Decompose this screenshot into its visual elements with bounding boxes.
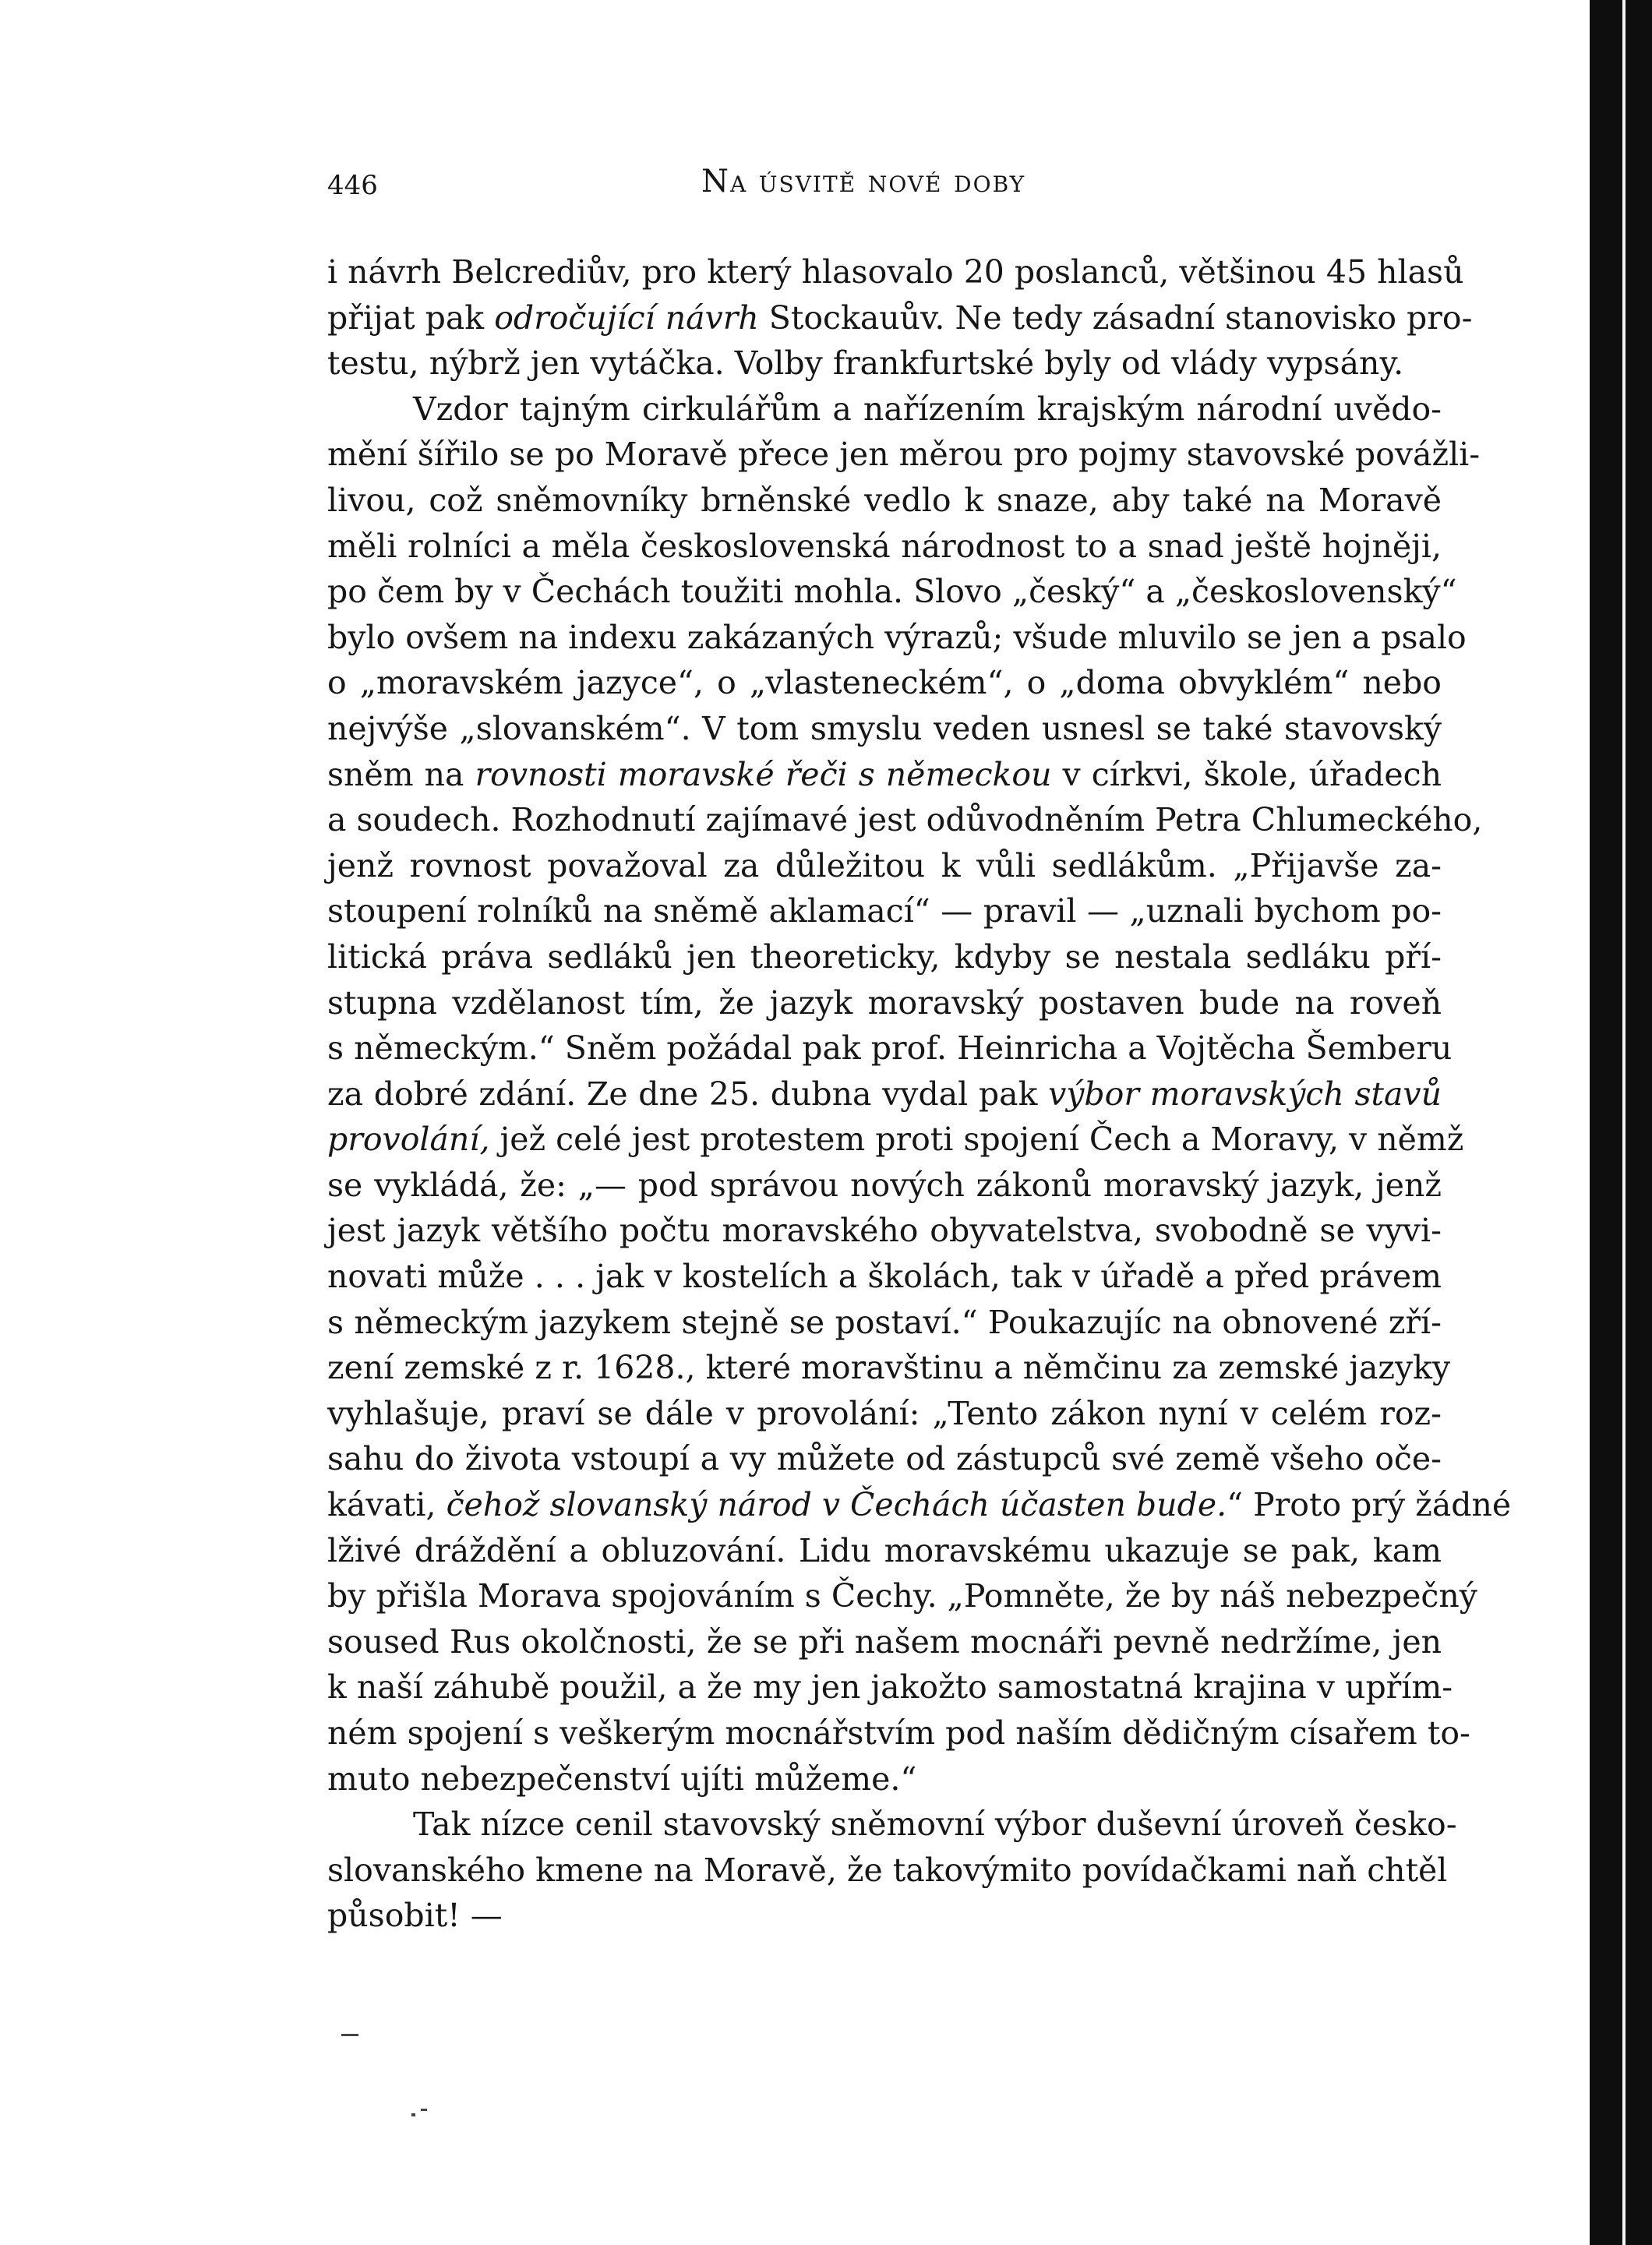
text-run: vyhlašuje, praví se dále v provolání: „Tento zákon nyní v celém roz-	[327, 1394, 1442, 1432]
text-run: stupna vzdělanost tím, že jazyk moravský postaven bude na roveň	[327, 983, 1442, 1022]
text-run: a soudech. Rozhodnutí zajímavé jest odůvodněním Petra Chlumeckého,	[327, 801, 1483, 839]
text-run: nejvýše „slovanském“. V tom smyslu veden usnesl se také stavovský	[327, 709, 1442, 747]
text-run: i návrh Belcrediův, pro který hlasovalo 20 poslanců, většinou 45 hlasů	[327, 253, 1464, 291]
text-line	[327, 797, 1483, 843]
text-run: se vykládá, že: „— pod správou nových zákonů moravský jazyk, jenž	[327, 1166, 1442, 1204]
text-run: s německým jazykem stejně se postaví.“ Poukazujíc na obnovené zří-	[327, 1303, 1442, 1341]
text-line	[327, 1756, 1442, 1802]
text-line	[327, 1573, 1477, 1619]
text-line	[327, 1802, 1457, 1848]
text-run: o „moravském jazyce“, o „vlasteneckém“, o „doma obvyklém“ nebo	[327, 664, 1442, 702]
text-line	[327, 752, 1442, 798]
text-run: “ Proto prý žádné	[1227, 1486, 1512, 1524]
text-line	[327, 341, 1442, 387]
text-run: jenž rovnost považoval za důležitou k vůli sedlákům. „Přijavše za-	[327, 846, 1442, 884]
scan-edge-line	[1622, 0, 1626, 2245]
text-run: Vzdor tajným cirkulářům a nařízením krajským národní uvědo-	[413, 390, 1442, 428]
text-run: sahu do života vstoupí a vy můžete od zástupců své země všeho oče-	[327, 1440, 1442, 1478]
text-line	[327, 1163, 1442, 1209]
text-line	[327, 1071, 1442, 1117]
text-run: měli rolníci a měla československá národnost to a snad ještě hojněji,	[327, 527, 1442, 565]
text-line	[327, 1025, 1453, 1071]
text-line	[327, 1893, 1442, 1939]
text-run: působit! —	[327, 1897, 503, 1935]
text-run: Tak nízce cenil stavovský sněmovní výbor duševní úroveň česko-	[413, 1806, 1457, 1844]
italic-run: provolání,	[327, 1121, 490, 1159]
text-line	[327, 1117, 1464, 1163]
text-line	[327, 660, 1442, 706]
text-line	[327, 888, 1442, 934]
text-run: livou, což sněmovníky brněnské vedlo k snaze, aby také na Moravě	[327, 481, 1442, 519]
body-text	[327, 249, 1512, 1939]
text-line	[327, 1436, 1442, 1482]
text-line	[327, 1345, 1451, 1391]
text-run: přijat pak	[327, 298, 495, 337]
scan-speck	[421, 2109, 427, 2111]
text-line	[327, 1254, 1442, 1300]
text-run: sněm na	[327, 755, 475, 793]
text-line	[327, 843, 1442, 889]
text-line	[327, 387, 1442, 432]
text-run: jest jazyk většího počtu moravského obyvatelstva, svobodně se vyvi-	[327, 1212, 1442, 1250]
text-line	[327, 524, 1442, 570]
text-run: ném spojení s veškerým mocnářstvím pod naším dědičným císařem to-	[327, 1714, 1470, 1752]
text-line	[327, 432, 1481, 478]
text-line	[327, 1300, 1442, 1346]
text-run: soused Rus okolčnosti, že se při našem mocnáři pevně nedržíme, jen	[327, 1622, 1442, 1661]
text-run: zení zemské z r. 1628., které moravštinu a němčinu za zemské jazyky	[327, 1349, 1451, 1387]
text-line	[327, 1664, 1453, 1710]
text-run: novati může . . . jak v kostelích a školách, tak v úřadě a před právem	[327, 1258, 1442, 1296]
text-line	[327, 1208, 1442, 1254]
page-header	[327, 164, 1442, 210]
scan-edge-border	[1590, 0, 1652, 2245]
text-run: k naší záhubě použil, a že my jen jakožto samostatná krajina v upřím-	[327, 1668, 1453, 1707]
italic-run: odročující návrh	[494, 298, 759, 337]
text-line	[327, 1710, 1470, 1756]
text-line	[327, 706, 1442, 752]
text-line	[327, 569, 1457, 615]
text-line	[327, 295, 1473, 341]
text-line	[327, 1848, 1448, 1894]
page-number: 446	[327, 170, 378, 201]
text-run: Stockauův. Ne tedy zásadní stanovisko pro-	[758, 298, 1473, 337]
text-run: bylo ovšem na indexu zakázaných výrazů; všude mluvilo se jen a psalo	[327, 618, 1467, 656]
text-run: muto nebezpečenství ujíti můžeme.“	[327, 1760, 917, 1798]
text-run: po čem by v Čechách toužiti mohla. Slovo „český“ a „československý“	[327, 573, 1457, 611]
text-line	[327, 1482, 1512, 1528]
text-line	[327, 934, 1442, 980]
text-run: jež celé jest protestem proti spojení Čech a Moravy, v němž	[489, 1121, 1464, 1159]
italic-run: výbor moravských stavů	[1048, 1075, 1442, 1113]
italic-run: čehož slovanský národ v Čechách účasten bude.	[446, 1486, 1227, 1524]
text-run: s německým.“ Sněm požádal pak prof. Heinricha a Vojtěcha Šemberu	[327, 1029, 1453, 1068]
text-line	[327, 478, 1442, 524]
text-run: slovanského kmene na Moravě, že takovýmito povídačkami naň chtěl	[327, 1851, 1448, 1889]
italic-run: rovnosti moravské řeči s německou	[475, 755, 1052, 793]
text-line	[327, 1528, 1442, 1574]
running-title: Na úsvitě nové doby	[701, 164, 1026, 199]
text-run: stoupení rolníků na sněmě aklamací“ — pravil — „uznali bychom po-	[327, 892, 1442, 930]
text-line	[327, 615, 1467, 661]
text-run: litická práva sedláků jen theoreticky, kdyby se nestala sedláku pří-	[327, 937, 1442, 976]
text-line	[327, 980, 1442, 1026]
text-line	[327, 1391, 1442, 1437]
scan-speck	[341, 2034, 358, 2036]
text-run: mění šířilo se po Moravě přece jen měrou pro pojmy stavovské povážli-	[327, 436, 1481, 474]
text-run: by přišla Morava spojováním s Čechy. „Pomněte, že by náš nebezpečný	[327, 1577, 1477, 1615]
text-run: lživé dráždění a obluzování. Lidu moravskému ukazuje se pak, kam	[327, 1531, 1442, 1569]
text-line	[327, 1619, 1442, 1665]
scan-speck	[411, 2113, 415, 2116]
text-line	[327, 249, 1464, 295]
text-run: testu, nýbrž jen vytáčka. Volby frankfurtské byly od vlády vypsány.	[327, 344, 1404, 383]
text-run: za dobré zdání. Ze dne 25. dubna vydal pak	[327, 1075, 1049, 1113]
text-run: v církvi, škole, úřadech	[1051, 755, 1442, 793]
text-run: kávati,	[327, 1486, 447, 1524]
